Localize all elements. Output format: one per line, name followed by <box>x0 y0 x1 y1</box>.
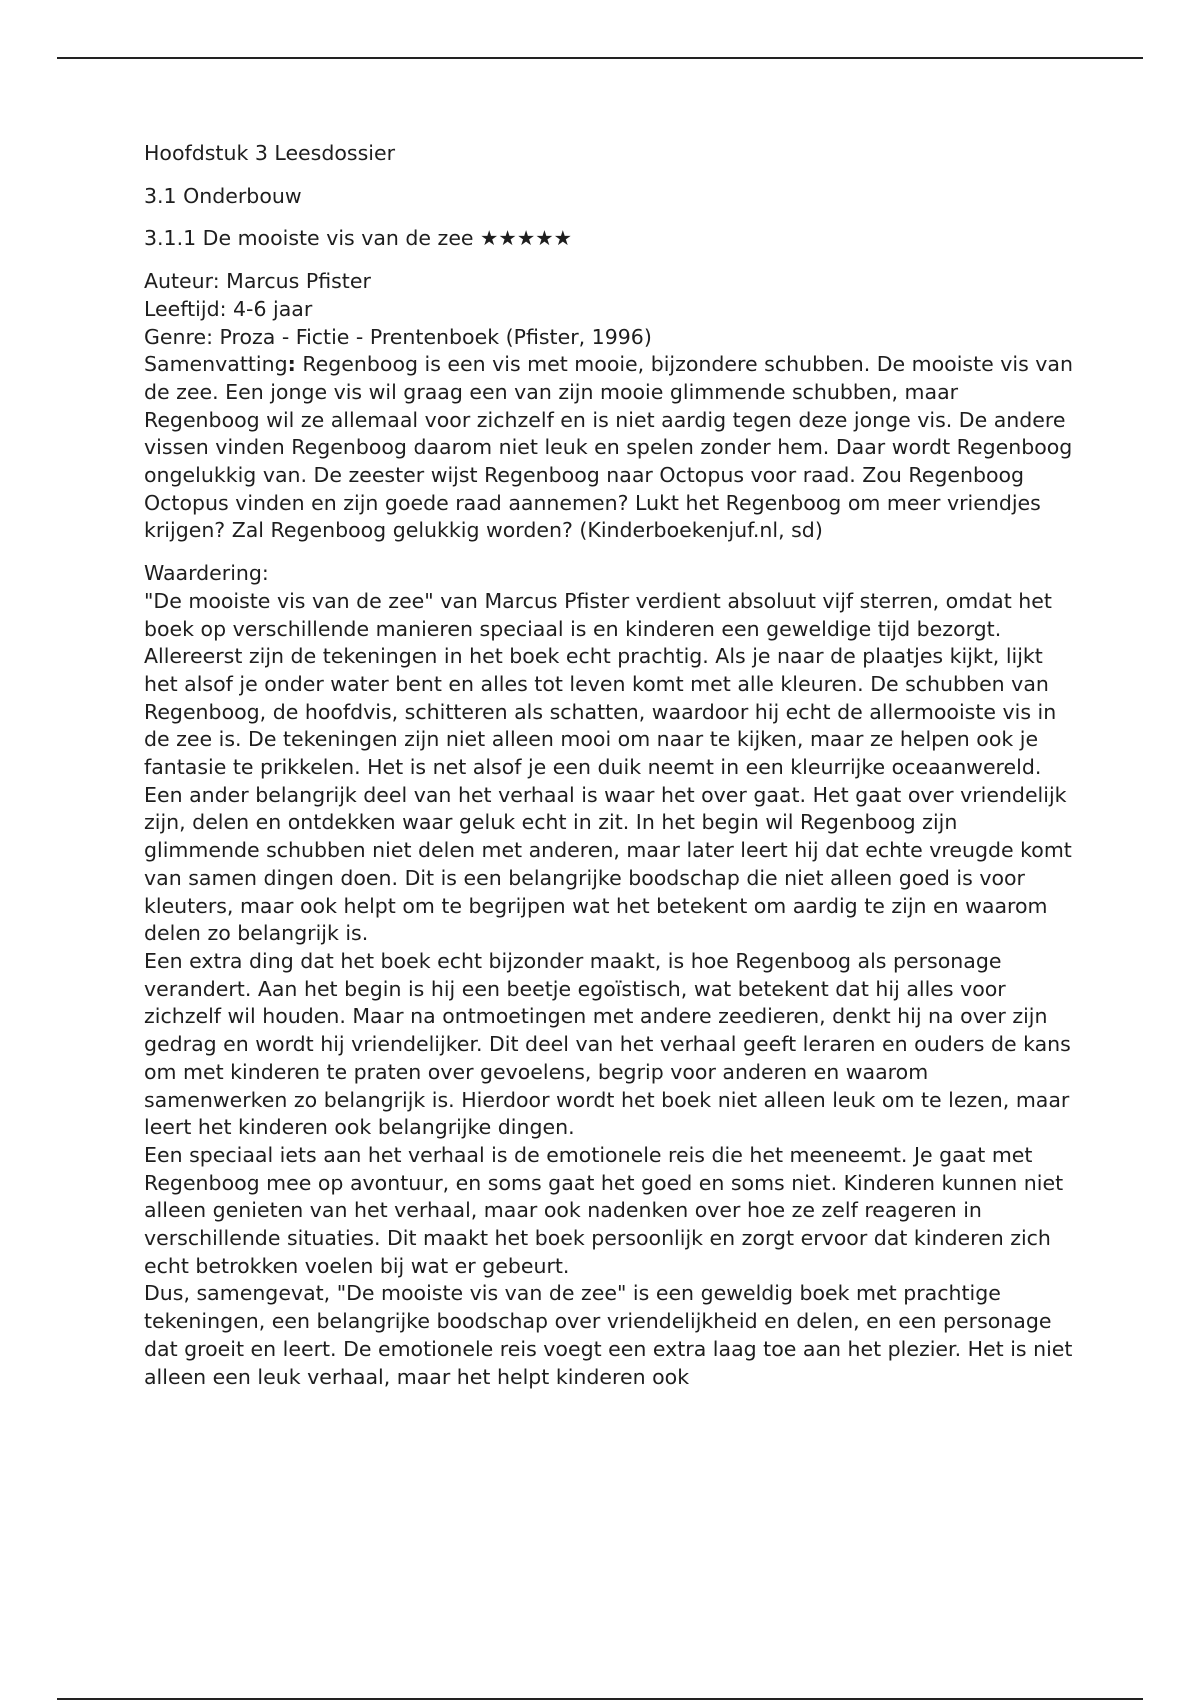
appreciation-paragraph: Dus, samengevat, "De mooiste vis van de zee" is een geweldig boek met prachtige tekeningen, een belangrijke boodschap over vriendelijkheid en delen, en een personage dat groeit en leert. De emotionele reis voegt een extra laag toe aan het plezier. Het is niet alleen een leuk verhaal, maar het helpt kinderen ook <box>144 1281 1073 1389</box>
appreciation-paragraph: Een ander belangrijk deel van het verhaal is waar het over gaat. Het gaat over vriendelijk zijn, delen en ontdekken waar geluk echt in zit. In het begin wil Regenboog zijn glimmende schubben niet delen met anderen, maar later leert hij dat echte vreugde komt van samen dingen doen. Dit is een belangrijke boodschap die niet alleen goed is voor kleuters, maar ook helpt om te begrijpen wat het betekent om aardig te zijn en waarom delen zo belangrijk is. <box>144 782 1072 946</box>
age-line: Leeftijd: 4-6 jaar <box>144 296 313 321</box>
appreciation-label: Waardering: <box>144 561 269 586</box>
document-body <box>144 140 1074 1391</box>
appreciation-section <box>144 560 1074 1391</box>
section-title: 3.1 Onderbouw <box>144 183 302 208</box>
summary-label: Samenvatting <box>144 352 288 377</box>
summary-colon: : <box>287 352 296 377</box>
summary-text: Regenboog is een vis met mooie, bijzondere schubben. De mooiste vis van de zee. Een jonge vis wil graag een van zijn mooie glimmende schubben, maar Regenboog wil ze allemaal voor zichzelf en is niet aardig tegen deze jonge vis. De andere vissen vinden Regenboog daarom niet leuk en spelen zonder hem. Daar wordt Regenboog ongelukkig van. De zeester wijst Regenboog naar Octopus voor raad. Zou Regenboog Octopus vinden en zijn goede raad aannemen? Lukt het Regenboog om meer vriendjes krijgen? Zal Regenboog gelukkig worden? (Kinderboekenjuf.nl, sd) <box>144 352 1073 543</box>
author-line: Auteur: Marcus Pfister <box>144 269 371 294</box>
chapter-title: Hoofdstuk 3 Leesdossier <box>144 141 396 165</box>
appreciation-paragraph: Allereerst zijn de tekeningen in het boek echt prachtig. Als je naar de plaatjes kijkt, lijkt het alsof je onder water bent en alles tot leven komt met alle kleuren. De schubben van Regenboog, de hoofdvis, schitteren als schatten, waardoor hij echt de allermooiste vis in de zee is. De tekeningen zijn niet alleen mooi om naar te kijken, maar ze helpen ook je fantasie te prikkelen. Het is net alsof je een duik neemt in een kleurrijke oceaanwereld. <box>144 644 1057 780</box>
subsection-title: 3.1.1 De mooiste vis van de zee ★★★★★ <box>144 226 572 251</box>
header-rule <box>57 57 1143 59</box>
appreciation-paragraph: Een extra ding dat het boek echt bijzonder maakt, is hoe Regenboog als personage verandert. Aan het begin is hij een beetje egoïstisch, wat betekent dat hij alles voor zichzelf wil houden. Maar na ontmoetingen met andere zeedieren, denkt hij na over zijn gedrag en wordt hij vriendelijker. Dit deel van het verhaal geeft leraren en ouders de kans om met kinderen te praten over gevoelens, begrip voor anderen en waarom samenwerken zo belangrijk is. Hierdoor wordt het boek niet alleen leuk om te lezen, maar leert het kinderen ook belangrijke dingen. <box>144 948 1071 1140</box>
appreciation-paragraph: "De mooiste vis van de zee" van Marcus Pfister verdient absoluut vijf sterren, omdat het boek op verschillende manieren speciaal is en kinderen een geweldige tijd bezorgt. <box>144 588 1052 641</box>
genre-line: Genre: Proza - Fictie - Prentenboek (Pfister, 1996) <box>144 324 652 349</box>
summary <box>144 351 1074 545</box>
appreciation-paragraph: Een speciaal iets aan het verhaal is de emotionele reis die het meeneemt. Je gaat met Regenboog mee op avontuur, en soms gaat het goed en soms niet. Kinderen kunnen niet alleen genieten van het verhaal, maar ook nadenken over hoe ze zelf reageren in verschillende situaties. Dit maakt het boek persoonlijk en zorgt ervoor dat kinderen zich echt betrokken voelen bij wat er gebeurt. <box>144 1142 1064 1278</box>
book-metadata <box>144 268 1074 545</box>
